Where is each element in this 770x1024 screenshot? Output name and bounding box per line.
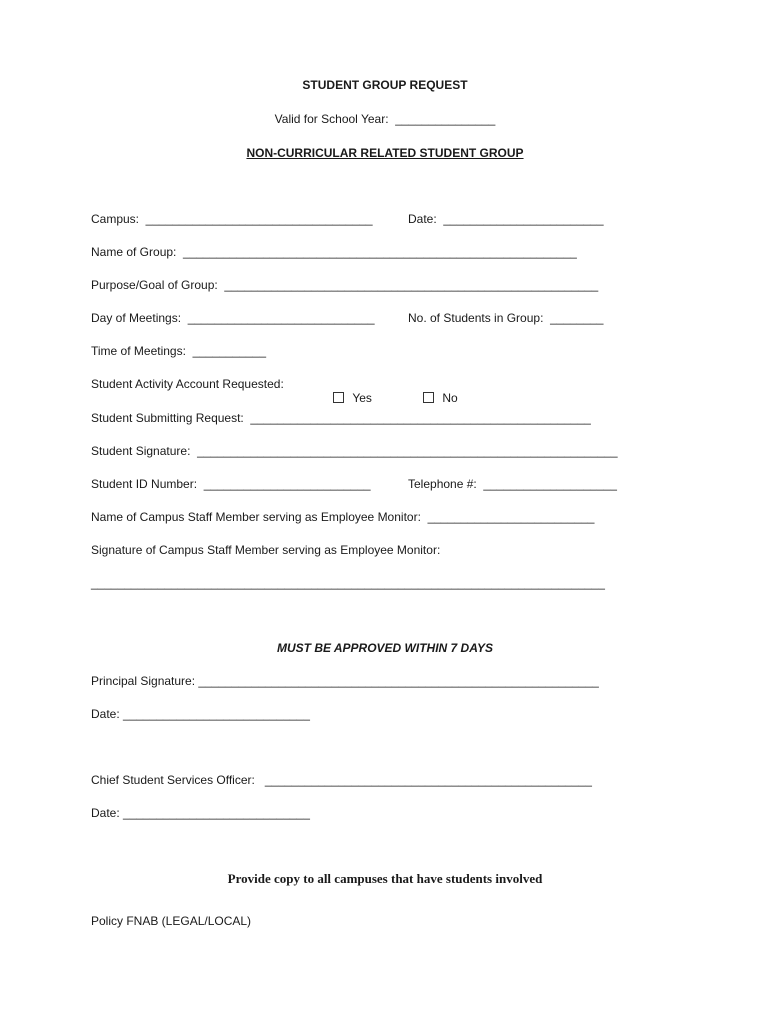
- no-label: No: [442, 391, 458, 405]
- activity-account-label: Student Activity Account Requested:: [91, 377, 284, 391]
- copy-note: Provide copy to all campuses that have students involved: [227, 871, 543, 886]
- student-submitting-field[interactable]: Student Submitting Request: ___________________________________________________: [91, 411, 591, 425]
- date-field-top[interactable]: Date: ________________________: [408, 212, 604, 226]
- name-of-group-field[interactable]: Name of Group: ___________________________________________________________: [91, 245, 577, 259]
- campus-field[interactable]: Campus: __________________________________: [91, 212, 373, 226]
- policy-reference: Policy FNAB (LEGAL/LOCAL): [91, 914, 252, 928]
- no-checkbox[interactable]: [423, 392, 434, 403]
- chief-officer-field[interactable]: Chief Student Services Officer: _________________________________________________: [91, 773, 592, 787]
- yes-label: Yes: [352, 391, 372, 405]
- chief-date-field[interactable]: Date: ____________________________: [91, 806, 310, 820]
- monitor-signature-label: Signature of Campus Staff Member serving as Employee Monitor:: [91, 543, 441, 557]
- telephone-field[interactable]: Telephone #: ____________________: [408, 477, 617, 491]
- school-year-field[interactable]: Valid for School Year: _______________: [274, 112, 496, 126]
- form-title: STUDENT GROUP REQUEST: [302, 78, 468, 92]
- student-signature-field[interactable]: Student Signature: _______________________________________________________________: [91, 444, 618, 458]
- monitor-signature-line[interactable]: _____________________________________________________________________________: [91, 576, 605, 590]
- purpose-field[interactable]: Purpose/Goal of Group: ________________________________________________________: [91, 278, 599, 292]
- student-id-field[interactable]: Student ID Number: _________________________: [91, 477, 371, 491]
- day-of-meetings-field[interactable]: Day of Meetings: ____________________________: [91, 311, 375, 325]
- yes-checkbox[interactable]: [333, 392, 344, 403]
- principal-signature-field[interactable]: Principal Signature: ____________________________________________________________: [91, 674, 599, 688]
- approval-notice: MUST BE APPROVED WITHIN 7 DAYS: [276, 641, 494, 655]
- no-of-students-field[interactable]: No. of Students in Group: ________: [408, 311, 604, 325]
- principal-date-field[interactable]: Date: ____________________________: [91, 707, 310, 721]
- monitor-name-field[interactable]: Name of Campus Staff Member serving as Employee Monitor: _________________________: [91, 510, 595, 524]
- form-subtitle: NON-CURRICULAR RELATED STUDENT GROUP: [246, 146, 524, 160]
- time-of-meetings-field[interactable]: Time of Meetings: ___________: [91, 344, 267, 358]
